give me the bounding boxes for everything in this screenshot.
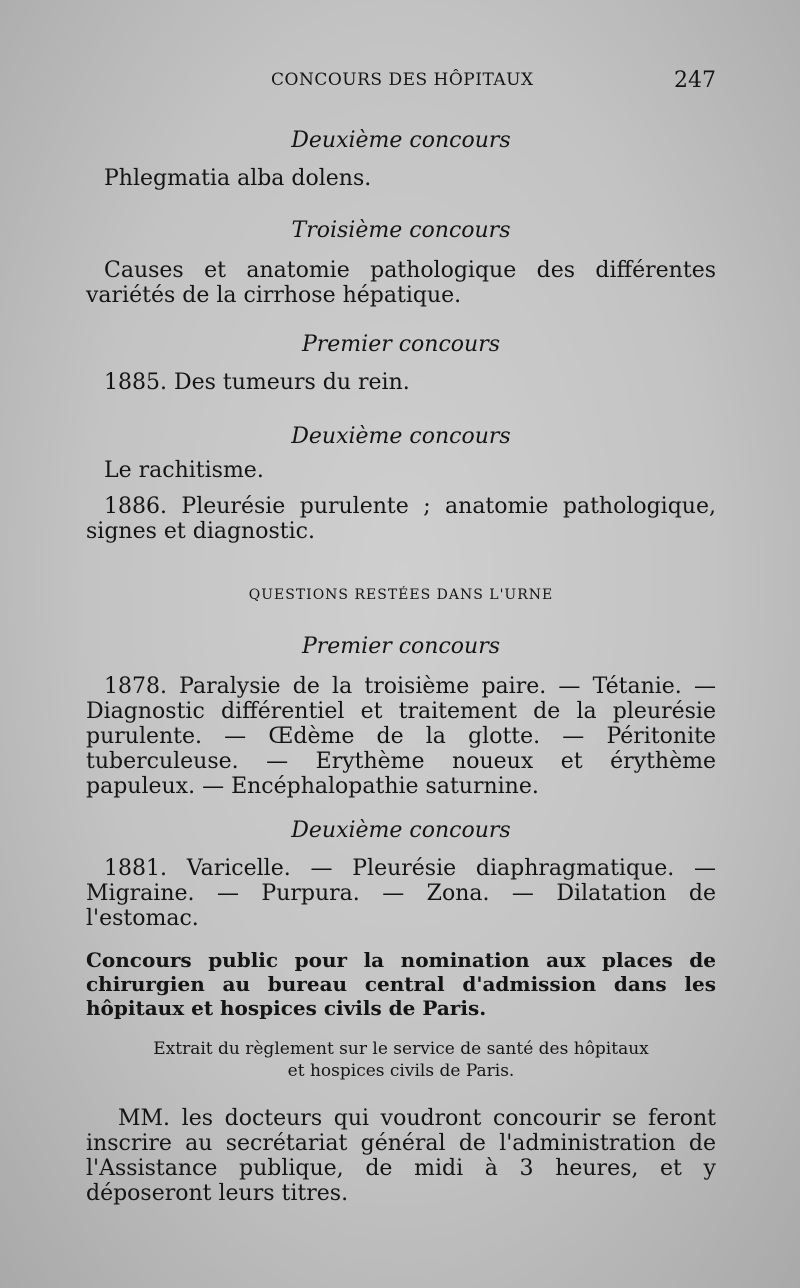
paragraph-1885: 1885. Des tumeurs du rein. bbox=[104, 370, 410, 395]
paragraph-1881: 1881. Varicelle. — Pleurésie diaphragmatique. — Migraine. — Purpura. — Zona. — Dilatation de l'estomac. bbox=[86, 856, 716, 931]
paragraph-phlegmatia: Phlegmatia alba dolens. bbox=[104, 166, 372, 191]
heading-questions-restees: QUESTIONS RESTÉES DANS L'URNE bbox=[248, 587, 554, 603]
paragraph-mm-docteurs: MM. les docteurs qui voudront concourir se feront inscrire au secrétariat général de l'administration de l'Assistance publique, de midi à 3 heures, et y déposeront leurs titres. bbox=[86, 1106, 716, 1206]
heading-troisieme-concours: Troisième concours bbox=[291, 218, 511, 243]
heading-deuxieme-concours-2: Deuxième concours bbox=[291, 424, 511, 449]
paragraph-1878: 1878. Paralysie de la troisième paire. — Tétanie. — Diagnostic différentiel et traitement de la pleurésie purulente. — Œdème de la glotte. — Péritonite tuberculeuse. — Erythème noueux et érythème papuleux. — Encéphalopathie saturnine. bbox=[86, 674, 716, 799]
page-header bbox=[86, 70, 716, 100]
extract-line-1: Extrait du règlement sur le service de santé des hôpitaux bbox=[153, 1039, 649, 1059]
heading-deuxieme-concours-1: Deuxième concours bbox=[291, 128, 511, 153]
page-number: 247 bbox=[674, 68, 716, 93]
paragraph-rachitisme: Le rachitisme. bbox=[104, 458, 264, 483]
extract-line-2: et hospices civils de Paris. bbox=[287, 1061, 515, 1081]
paragraph-causes: Causes et anatomie pathologique des différentes variétés de la cirrhose hépatique. bbox=[86, 258, 716, 308]
heading-premier-concours-2: Premier concours bbox=[301, 634, 501, 659]
heading-deuxieme-concours-3: Deuxième concours bbox=[291, 818, 511, 843]
regulation-extract-note bbox=[86, 1038, 716, 1082]
paragraph-1886: 1886. Pleurésie purulente ; anatomie pathologique, signes et diagnostic. bbox=[86, 494, 716, 544]
running-title: CONCOURS DES HÔPITAUX bbox=[271, 70, 534, 90]
section-heading-concours-public: Concours public pour la nomination aux places de chirurgien au bureau central d'admission dans les hôpitaux et hospices civils de Paris. bbox=[86, 948, 716, 1020]
heading-premier-concours-1: Premier concours bbox=[301, 332, 501, 357]
